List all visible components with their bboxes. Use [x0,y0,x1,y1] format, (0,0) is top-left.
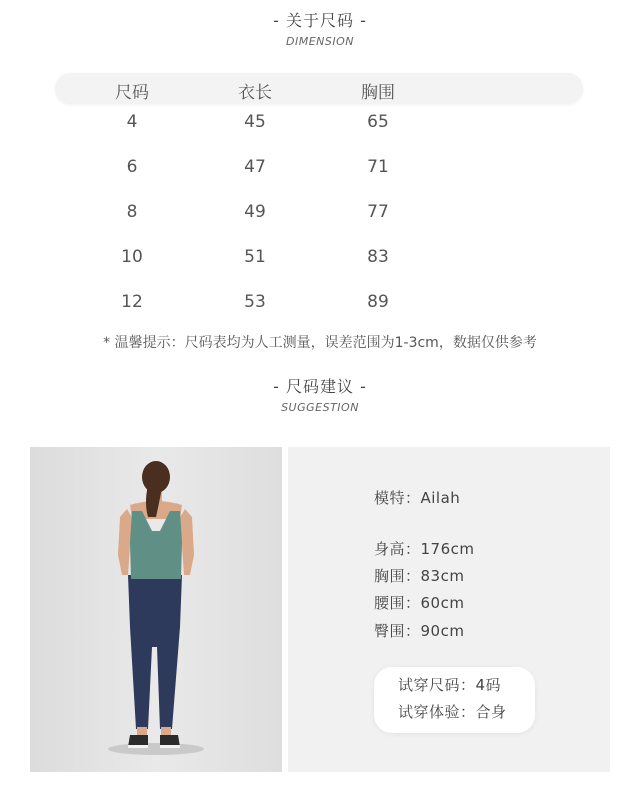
fit-size: 试穿尺码：4码 [398,676,502,694]
cell-length: 47 [244,157,266,177]
cell-size: 12 [121,292,143,312]
cell-bust: 83 [367,247,389,267]
floor-shadow [108,743,204,755]
cell-length: 51 [244,247,266,267]
suggestion-subtitle: SUGGESTION [281,401,359,414]
model-figure [30,447,282,772]
ankle-right [161,727,171,735]
model-bust: 胸围：83cm [374,567,465,585]
model-name: 模特：Ailah [374,489,461,507]
dimension-subtitle: DIMENSION [286,35,354,48]
dimension-title: - 关于尺码 - [273,11,367,30]
model-hip: 臀围：90cm [374,622,465,640]
cell-bust: 65 [367,112,389,132]
cell-length: 53 [244,292,266,312]
header-length: 衣长 [238,83,272,103]
cell-size: 8 [126,202,138,222]
model-waist: 腰围：60cm [374,594,465,612]
tank-top [130,511,182,579]
cell-length: 49 [244,202,266,222]
cell-size: 4 [126,112,138,132]
cell-size: 6 [126,157,138,177]
suggestion-title: - 尺码建议 - [273,377,367,396]
fit-box [374,667,535,733]
model-height: 身高：176cm [374,540,475,558]
cell-bust: 71 [367,157,389,177]
header-bust: 胸围 [361,83,395,103]
cell-bust: 89 [367,292,389,312]
leggings [128,575,182,729]
cell-size: 10 [121,247,143,267]
sole-right [160,745,180,748]
cell-length: 45 [244,112,266,132]
fit-feel: 试穿体验：合身 [398,703,507,721]
sole-left [128,745,148,748]
model-photo [30,447,282,772]
ankle-left [137,727,147,735]
header-size: 尺码 [115,83,149,103]
cell-bust: 77 [367,202,389,222]
model-info-panel [288,447,610,772]
measurement-note: * 温馨提示：尺码表均为人工测量，误差范围为1-3cm，数据仅供参考 [103,335,537,351]
